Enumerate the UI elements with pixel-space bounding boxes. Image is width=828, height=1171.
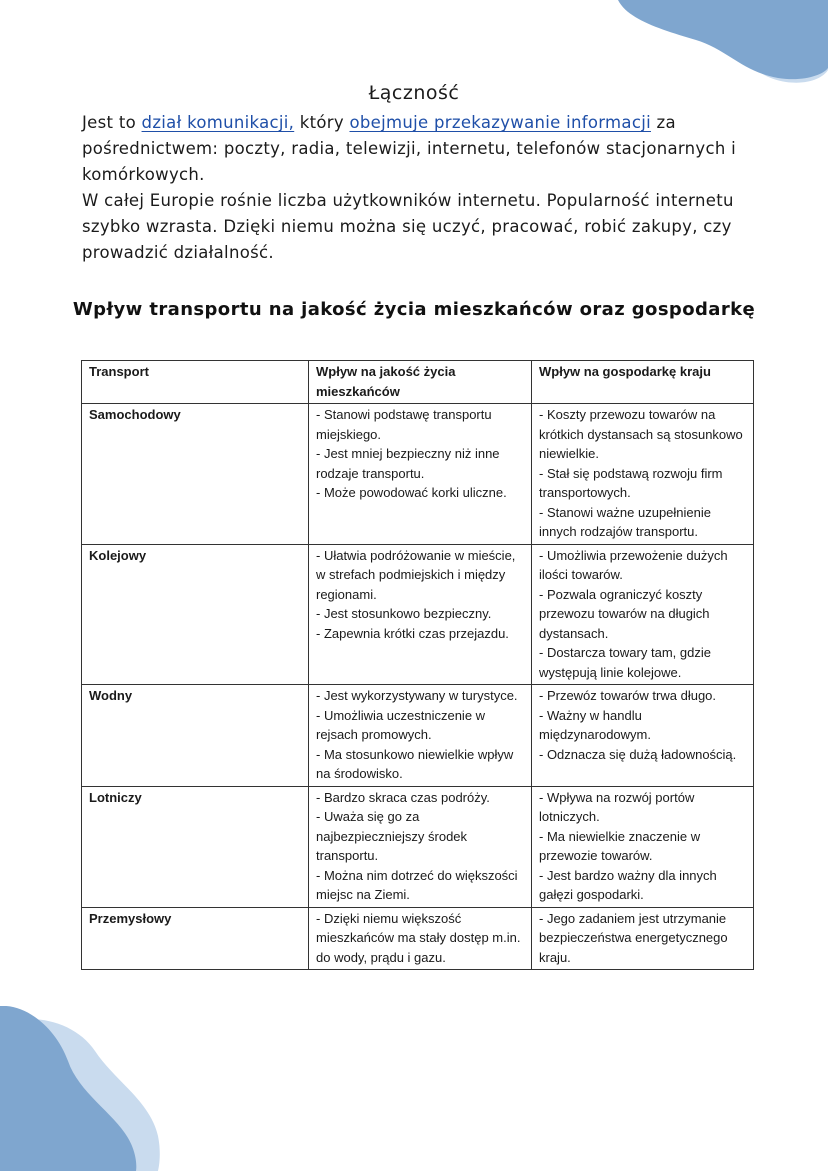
transport-type-cell: Wodny xyxy=(82,685,309,787)
transport-type-cell: Lotniczy xyxy=(82,786,309,907)
impact-item: - Odznacza się dużą ładownością. xyxy=(539,746,737,762)
economy-impact-cell xyxy=(532,786,754,907)
transport-impact-table xyxy=(81,360,754,970)
impact-item: - Ma niewielkie znaczenie w przewozie towarów. xyxy=(539,828,701,863)
impact-item: - Ułatwia podróżowanie w mieście, w strefach podmiejskich i między regionami. xyxy=(316,547,516,602)
economy-impact-cell xyxy=(532,404,754,545)
header-economy-impact: Wpływ na gospodarkę kraju xyxy=(532,361,754,404)
table-row xyxy=(82,404,754,545)
link-dzial-komunikacji[interactable]: dział komunikacji, xyxy=(141,113,295,132)
intro-paragraph-2: W całej Europie rośnie liczba użytkowników internetu. Popularność internetu szybko wzrasta. Dzięki niemu można się uczyć, pracować, robić zakupy, czy prowadzić działalność. xyxy=(82,191,734,262)
impact-item: - Jest bardzo ważny dla innych gałęzi gospodarki. xyxy=(539,867,717,902)
impact-item: - Ma stosunkowo niewielkie wpływ na środowisko. xyxy=(316,746,514,781)
life-impact-cell xyxy=(309,404,532,545)
transport-type-cell: Kolejowy xyxy=(82,544,309,685)
intro-text-rest: za pośrednictwem: poczty, radia, telewizji, internetu, telefonów stacjonarnych i komórkowych. xyxy=(82,113,737,184)
impact-item: - Stanowi podstawę transportu miejskiego. xyxy=(316,407,492,442)
table-row xyxy=(82,544,754,685)
bottom-left-blob-decoration xyxy=(0,1006,160,1171)
impact-item: - Może powodować korki uliczne. xyxy=(316,485,507,500)
intro-text-mid: który xyxy=(294,113,350,132)
impact-item: - Jest mniej bezpieczny niż inne rodzaje transportu. xyxy=(316,446,500,481)
intro-text xyxy=(82,110,762,266)
impact-item: - Umożliwia przewożenie dużych ilości towarów. xyxy=(539,547,728,582)
impact-item: - Koszty przewozu towarów na krótkich dystansach są stosunkowo niewielkie. xyxy=(539,407,743,461)
economy-impact-cell xyxy=(532,907,754,970)
impact-item: - Jego zadaniem jest utrzymanie bezpieczeństwa energetycznego kraju. xyxy=(539,910,728,965)
section-subtitle: Wpływ transportu na jakość życia mieszkańców oraz gospodarkę xyxy=(72,299,756,320)
impact-item: - Stanowi ważne uzupełnienie innych rodzajów transportu. xyxy=(539,504,711,539)
impact-item: - Ważny w handlu międzynarodowym. xyxy=(539,707,651,742)
life-impact-cell xyxy=(309,544,532,685)
impact-item: - Dostarcza towary tam, gdzie występują linie kolejowe. xyxy=(539,645,711,680)
impact-item: - Zapewnia krótki czas przejazdu. xyxy=(316,625,509,641)
header-life-impact: Wpływ na jakość życia mieszkańców xyxy=(309,361,532,404)
impact-item: - Umożliwia uczestniczenie w rejsach promowych. xyxy=(316,707,486,742)
header-transport: Transport xyxy=(82,361,309,404)
life-impact-cell xyxy=(309,685,532,787)
impact-item: - Jest stosunkowo bezpieczny. xyxy=(316,606,492,621)
impact-item: - Dzięki niemu większość mieszkańców ma stały dostęp m.in. do wody, prądu i gazu. xyxy=(316,910,521,965)
top-right-blob-decoration xyxy=(618,0,828,95)
intro-text-start: Jest to xyxy=(82,113,142,132)
impact-item: - Bardzo skraca czas podróży. xyxy=(316,789,490,805)
link-przekazywanie-informacji[interactable]: obejmuje przekazywanie informacji xyxy=(349,113,651,132)
economy-impact-cell xyxy=(532,544,754,685)
transport-type-cell: Przemysłowy xyxy=(82,907,309,970)
impact-item: - Jest wykorzystywany w turystyce. xyxy=(316,688,518,703)
table-header-row xyxy=(82,361,754,404)
impact-item: - Stał się podstawą rozwoju firm transportowych. xyxy=(539,465,723,500)
impact-item: - Uważa się go za najbezpieczniejszy środek transportu. xyxy=(316,809,468,863)
impact-item: - Można nim dotrzeć do większości miejsc na Ziemi. xyxy=(316,867,518,902)
table-row xyxy=(82,786,754,907)
page-title: Łączność xyxy=(368,82,460,104)
intro-paragraph-1 xyxy=(82,110,762,188)
impact-item: - Pozwala ograniczyć koszty przewozu towarów na długich dystansach. xyxy=(539,586,710,641)
impact-item: - Wpływa na rozwój portów lotniczych. xyxy=(539,789,695,824)
transport-type-cell: Samochodowy xyxy=(82,404,309,545)
table-row xyxy=(82,685,754,787)
economy-impact-cell xyxy=(532,685,754,787)
life-impact-cell xyxy=(309,907,532,970)
impact-item: - Przewóz towarów trwa długo. xyxy=(539,688,717,703)
life-impact-cell xyxy=(309,786,532,907)
table-row xyxy=(82,907,754,970)
